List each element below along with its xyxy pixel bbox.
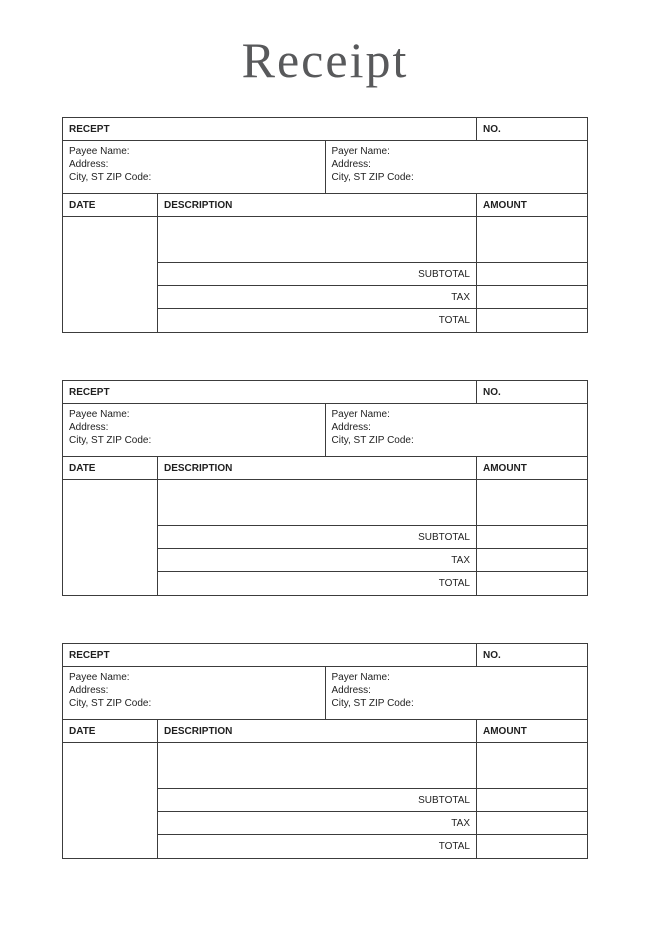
receipt-block-3	[62, 643, 588, 859]
entry-area	[63, 217, 587, 332]
line-item-row	[158, 217, 587, 263]
receipt-number-label: NO.	[483, 386, 501, 398]
date-entry-cell[interactable]	[63, 480, 158, 595]
payee-address-label: Address:	[69, 159, 109, 170]
total-label: TOTAL	[158, 835, 477, 858]
receipt-header-row	[63, 118, 587, 141]
receipt-number-cell[interactable]	[477, 644, 587, 666]
description-column-header: DESCRIPTION	[158, 457, 477, 479]
payee-name-label: Payee Name:	[69, 672, 130, 683]
payer-info-cell[interactable]	[326, 404, 588, 456]
payee-address-label: Address:	[69, 685, 109, 696]
page-title: Receipt	[241, 32, 409, 88]
payer-city-label: City, ST ZIP Code:	[331, 435, 414, 446]
amount-column-header: AMOUNT	[483, 199, 527, 211]
receipt-number-cell[interactable]	[477, 118, 587, 140]
amount-column-header: AMOUNT	[483, 462, 527, 474]
receipt-header-label: RECEPT	[69, 386, 110, 398]
receipt-list	[0, 90, 650, 859]
entry-stack	[158, 480, 587, 595]
receipt-header-cell	[63, 644, 477, 666]
payer-address-label: Address:	[331, 159, 371, 170]
payee-info-cell[interactable]	[63, 667, 326, 719]
total-label: TOTAL	[158, 309, 477, 332]
amount-entry-cell[interactable]	[477, 217, 587, 262]
receipt-header-label: RECEPT	[69, 649, 110, 661]
tax-amount-cell[interactable]	[477, 812, 587, 834]
line-item-row	[158, 480, 587, 526]
tax-row	[158, 549, 587, 572]
receipt-number-label: NO.	[483, 123, 501, 135]
description-column-header: DESCRIPTION	[158, 194, 477, 216]
tax-label: TAX	[158, 812, 477, 834]
payee-city-label: City, ST ZIP Code:	[69, 172, 152, 183]
tax-amount-cell[interactable]	[477, 286, 587, 308]
receipt-header-row	[63, 644, 587, 667]
amount-entry-cell[interactable]	[477, 743, 587, 788]
payee-name-label: Payee Name:	[69, 146, 130, 157]
date-column-header: DATE	[63, 720, 158, 742]
subtotal-label: SUBTOTAL	[158, 789, 477, 811]
total-amount-cell[interactable]	[477, 572, 587, 595]
total-amount-cell[interactable]	[477, 835, 587, 858]
payer-name-label: Payer Name:	[331, 146, 390, 157]
party-row	[63, 404, 587, 457]
subtotal-row	[158, 526, 587, 549]
total-amount-cell[interactable]	[477, 309, 587, 332]
payer-address-label: Address:	[331, 422, 371, 433]
payee-info-cell[interactable]	[63, 141, 326, 193]
receipt-block-1	[62, 117, 588, 333]
payer-address-label: Address:	[331, 685, 371, 696]
receipt-header-label: RECEPT	[69, 123, 110, 135]
payee-info-cell[interactable]	[63, 404, 326, 456]
party-row	[63, 141, 587, 194]
column-header-row	[63, 194, 587, 217]
receipt-number-label: NO.	[483, 649, 501, 661]
entry-stack	[158, 217, 587, 332]
date-column-header: DATE	[63, 457, 158, 479]
receipt-header-row	[63, 381, 587, 404]
payee-name-label: Payee Name:	[69, 409, 130, 420]
tax-amount-cell[interactable]	[477, 549, 587, 571]
total-row	[158, 309, 587, 332]
description-entry-cell[interactable]	[158, 743, 477, 788]
tax-label: TAX	[158, 549, 477, 571]
receipt-block-2	[62, 380, 588, 596]
subtotal-row	[158, 263, 587, 286]
subtotal-label: SUBTOTAL	[158, 263, 477, 285]
subtotal-row	[158, 789, 587, 812]
payee-address-label: Address:	[69, 422, 109, 433]
column-header-row	[63, 457, 587, 480]
tax-row	[158, 812, 587, 835]
column-header-row	[63, 720, 587, 743]
payee-city-label: City, ST ZIP Code:	[69, 435, 152, 446]
total-label: TOTAL	[158, 572, 477, 595]
tax-label: TAX	[158, 286, 477, 308]
receipt-header-cell	[63, 118, 477, 140]
line-item-row	[158, 743, 587, 789]
description-entry-cell[interactable]	[158, 217, 477, 262]
date-entry-cell[interactable]	[63, 743, 158, 858]
entry-area	[63, 743, 587, 858]
subtotal-amount-cell[interactable]	[477, 526, 587, 548]
payer-info-cell[interactable]	[326, 141, 588, 193]
subtotal-label: SUBTOTAL	[158, 526, 477, 548]
description-column-header: DESCRIPTION	[158, 720, 477, 742]
amount-column-header: AMOUNT	[483, 725, 527, 737]
payer-city-label: City, ST ZIP Code:	[331, 172, 414, 183]
receipt-number-cell[interactable]	[477, 381, 587, 403]
subtotal-amount-cell[interactable]	[477, 263, 587, 285]
payer-name-label: Payer Name:	[331, 409, 390, 420]
description-entry-cell[interactable]	[158, 480, 477, 525]
party-row	[63, 667, 587, 720]
payee-city-label: City, ST ZIP Code:	[69, 698, 152, 709]
receipt-template-page	[0, 30, 650, 859]
payer-city-label: City, ST ZIP Code:	[331, 698, 414, 709]
total-row	[158, 572, 587, 595]
entry-stack	[158, 743, 587, 858]
receipt-header-cell	[63, 381, 477, 403]
tax-row	[158, 286, 587, 309]
payer-info-cell[interactable]	[326, 667, 588, 719]
date-entry-cell[interactable]	[63, 217, 158, 332]
payer-name-label: Payer Name:	[331, 672, 390, 683]
total-row	[158, 835, 587, 858]
amount-entry-cell[interactable]	[477, 480, 587, 525]
entry-area	[63, 480, 587, 595]
subtotal-amount-cell[interactable]	[477, 789, 587, 811]
date-column-header: DATE	[63, 194, 158, 216]
